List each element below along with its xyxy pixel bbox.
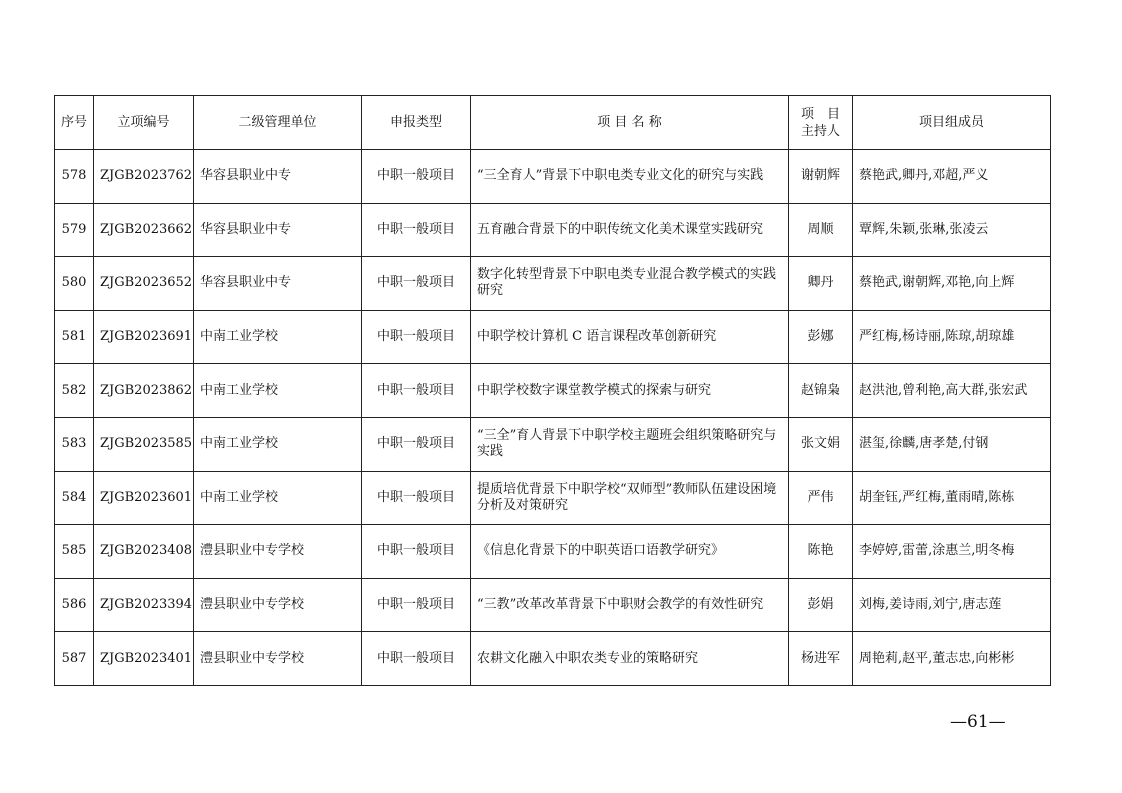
cell-type: 中职一般项目: [362, 310, 471, 364]
cell-host: 张文娟: [789, 417, 853, 471]
cell-unit: 中南工业学校: [194, 471, 362, 525]
page-number: —61—: [950, 712, 1006, 732]
cell-host: 谢朝辉: [789, 150, 853, 204]
header-row: [55, 96, 1051, 150]
cell-type: 中职一般项目: [362, 578, 471, 632]
cell-code: ZJGB2023394: [94, 578, 194, 632]
cell-name: 提质培优背景下中职学校“双师型”教师队伍建设困境分析及对策研究: [471, 471, 789, 525]
cell-host: 陈艳: [789, 525, 853, 579]
cell-type: 中职一般项目: [362, 632, 471, 686]
cell-host: 卿丹: [789, 257, 853, 311]
cell-seq: 586: [55, 578, 94, 632]
cell-members: 李婷婷,雷蕾,涂惠兰,明冬梅: [853, 525, 1051, 579]
table-body: [55, 150, 1051, 686]
cell-host: 周顺: [789, 203, 853, 257]
header-name: 项 目 名 称: [471, 96, 789, 150]
table-row: [55, 257, 1051, 311]
cell-type: 中职一般项目: [362, 364, 471, 418]
cell-unit: 华容县职业中专: [194, 257, 362, 311]
cell-unit: 中南工业学校: [194, 364, 362, 418]
cell-host: 赵锦枭: [789, 364, 853, 418]
cell-name: 中职学校计算机 C 语言课程改革创新研究: [471, 310, 789, 364]
cell-members: 周艳莉,赵平,董志忠,向彬彬: [853, 632, 1051, 686]
cell-type: 中职一般项目: [362, 257, 471, 311]
cell-members: 刘梅,姜诗雨,刘宁,唐志莲: [853, 578, 1051, 632]
cell-unit: 华容县职业中专: [194, 150, 362, 204]
project-table: [54, 95, 1051, 686]
cell-seq: 580: [55, 257, 94, 311]
table-row: [55, 417, 1051, 471]
cell-seq: 584: [55, 471, 94, 525]
cell-unit: 澧县职业中专学校: [194, 525, 362, 579]
cell-unit: 澧县职业中专学校: [194, 578, 362, 632]
cell-members: 赵洪池,曾利艳,高大群,张宏武: [853, 364, 1051, 418]
cell-seq: 585: [55, 525, 94, 579]
cell-members: 湛玺,徐麟,唐孝楚,付钢: [853, 417, 1051, 471]
cell-code: ZJGB2023862: [94, 364, 194, 418]
cell-unit: 中南工业学校: [194, 417, 362, 471]
cell-name: “三教”改革改革背景下中职财会教学的有效性研究: [471, 578, 789, 632]
cell-unit: 澧县职业中专学校: [194, 632, 362, 686]
cell-type: 中职一般项目: [362, 525, 471, 579]
cell-name: “三全”育人背景下中职学校主题班会组织策略研究与实践: [471, 417, 789, 471]
cell-code: ZJGB2023585: [94, 417, 194, 471]
cell-type: 中职一般项目: [362, 203, 471, 257]
table-row: [55, 632, 1051, 686]
cell-code: ZJGB2023601: [94, 471, 194, 525]
header-seq: 序号: [55, 96, 94, 150]
table-row: [55, 203, 1051, 257]
table-header: [55, 96, 1051, 150]
cell-unit: 华容县职业中专: [194, 203, 362, 257]
cell-name: 《信息化背景下的中职英语口语教学研究》: [471, 525, 789, 579]
table-row: [55, 150, 1051, 204]
header-type: 申报类型: [362, 96, 471, 150]
cell-code: ZJGB2023762: [94, 150, 194, 204]
cell-host: 严伟: [789, 471, 853, 525]
header-unit: 二级管理单位: [194, 96, 362, 150]
table-row: [55, 525, 1051, 579]
cell-name: 农耕文化融入中职农类专业的策略研究: [471, 632, 789, 686]
cell-seq: 578: [55, 150, 94, 204]
cell-seq: 582: [55, 364, 94, 418]
table-row: [55, 471, 1051, 525]
header-host-top: 项 目: [801, 106, 840, 122]
cell-seq: 587: [55, 632, 94, 686]
cell-type: 中职一般项目: [362, 417, 471, 471]
cell-code: ZJGB2023401: [94, 632, 194, 686]
table-row: [55, 310, 1051, 364]
cell-type: 中职一般项目: [362, 471, 471, 525]
cell-code: ZJGB2023662: [94, 203, 194, 257]
table-row: [55, 578, 1051, 632]
cell-name: 五育融合背景下的中职传统文化美术课堂实践研究: [471, 203, 789, 257]
cell-seq: 579: [55, 203, 94, 257]
cell-name: “三全育人”背景下中职电类专业文化的研究与实践: [471, 150, 789, 204]
cell-host: 彭娟: [789, 578, 853, 632]
header-code: 立项编号: [94, 96, 194, 150]
header-host: [789, 96, 853, 150]
cell-seq: 581: [55, 310, 94, 364]
cell-host: 杨进军: [789, 632, 853, 686]
cell-members: 胡奎钰,严红梅,董雨晴,陈栋: [853, 471, 1051, 525]
header-host-bottom: 主持人: [800, 123, 840, 139]
cell-unit: 中南工业学校: [194, 310, 362, 364]
cell-name: 数字化转型背景下中职电类专业混合教学模式的实践研究: [471, 257, 789, 311]
cell-members: 蔡艳武,谢朝辉,邓艳,向上辉: [853, 257, 1051, 311]
cell-type: 中职一般项目: [362, 150, 471, 204]
cell-members: 蔡艳武,卿丹,邓超,严义: [853, 150, 1051, 204]
cell-members: 严红梅,杨诗丽,陈琼,胡琼雄: [853, 310, 1051, 364]
table-row: [55, 364, 1051, 418]
cell-members: 覃辉,朱颖,张琳,张凌云: [853, 203, 1051, 257]
cell-code: ZJGB2023408: [94, 525, 194, 579]
header-members: 项目组成员: [853, 96, 1051, 150]
cell-name: 中职学校数字课堂教学模式的探索与研究: [471, 364, 789, 418]
cell-host: 彭娜: [789, 310, 853, 364]
cell-code: ZJGB2023691: [94, 310, 194, 364]
cell-seq: 583: [55, 417, 94, 471]
cell-code: ZJGB2023652: [94, 257, 194, 311]
